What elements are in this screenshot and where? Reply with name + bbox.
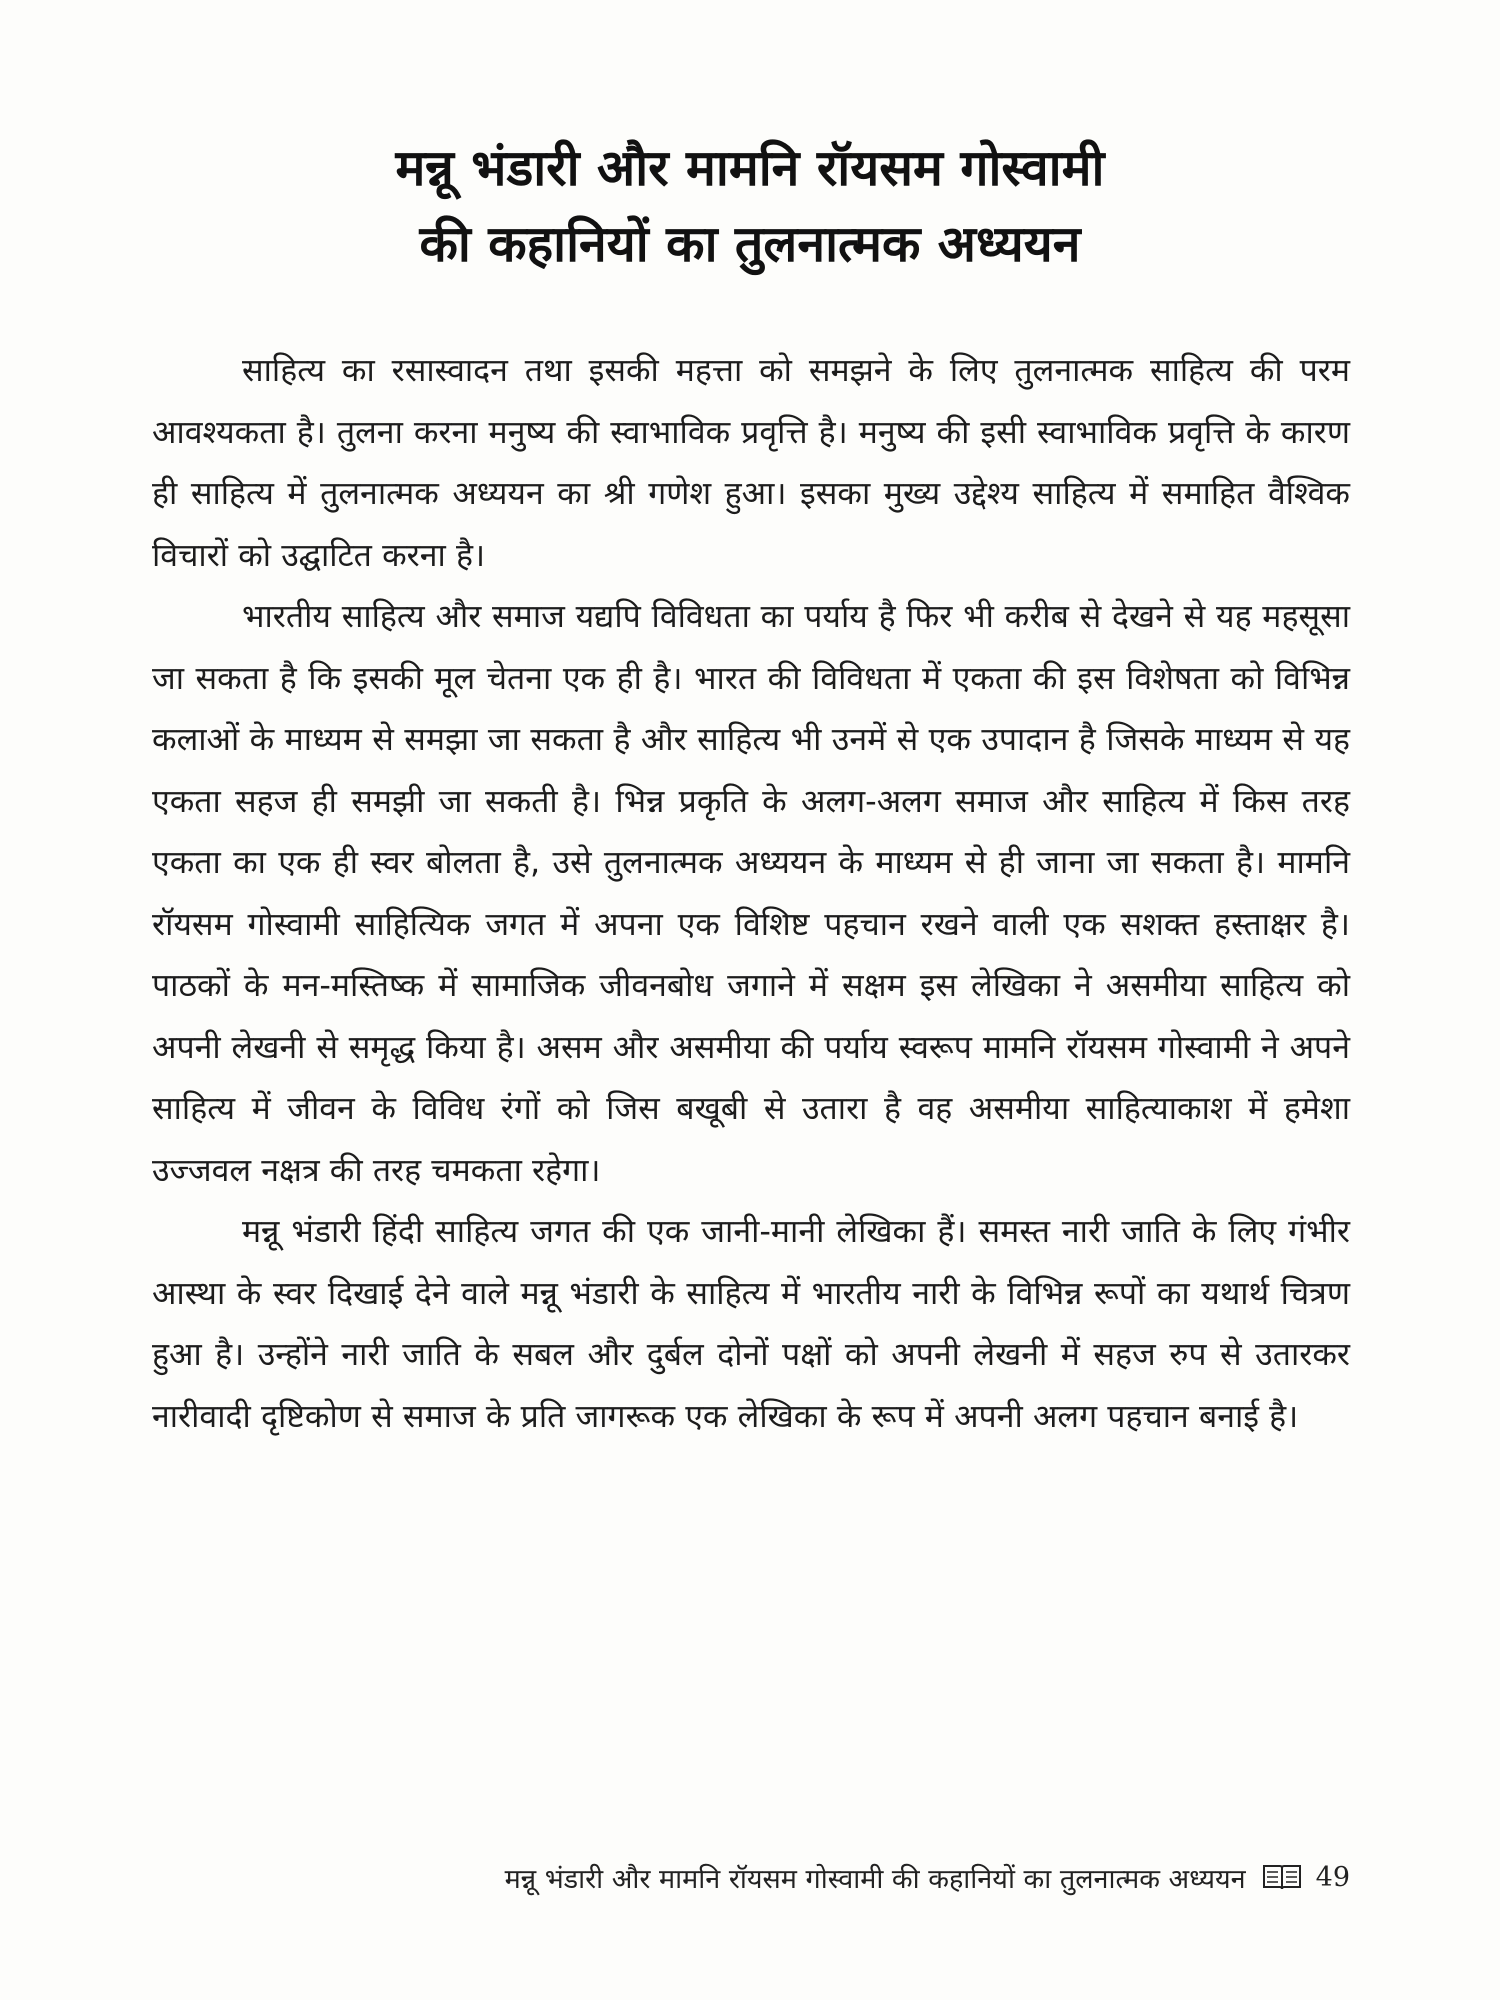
paragraph-2: भारतीय साहित्य और समाज यद्यपि विविधता का पर्याय है फिर भी करीब से देखने से यह महसूसा जा सकता है कि इसकी मूल चेतना एक ही है। भारत की विविधता में एकता की इस विशेषता को विभिन्न कलाओं के माध्यम से समझा जा सकता है और साहित्य भी उनमें से एक उपादान है जिसके माध्यम से यह एकता सहज ही समझी जा सकती है। भिन्न प्रकृति के अलग-अलग समाज और साहित्य में किस तरह एकता का एक ही स्वर बोलता है, उसे तुलनात्मक अध्ययन के माध्यम से ही जाना जा सकता है। मामनि रॉयसम गोस्वामी साहित्यिक जगत में अपना एक विशिष्ट पहचान रखने वाली एक सशक्त हस्ताक्षर है। पाठकों के मन-मस्तिष्क में सामाजिक जीवनबोध जगाने में सक्षम इस लेखिका ने असमीया साहित्य को अपनी लेखनी से समृद्ध किया है। असम और असमीया की पर्याय स्वरूप मामनि रॉयसम गोस्वामी ने अपने साहित्य में जीवन के विविध रंगों को जिस बखूबी से उतारा है वह असमीया साहित्याकाश में हमेशा उज्जवल नक्षत्र की तरह चमकता रहेगा। xyxy=(152,597,1350,1189)
paragraph-1: साहित्य का रसास्वादन तथा इसकी महत्ता को समझने के लिए तुलनात्मक साहित्य की परम आवश्यकता है। तुलना करना मनुष्य की स्वाभाविक प्रवृत्ति है। मनुष्य की इसी स्वाभाविक प्रवृत्ति के कारण ही साहित्य में तुलनात्मक अध्ययन का श्री गणेश हुआ। इसका मुख्य उद्देश्य साहित्य में समाहित वैश्विक विचारों को उद्घाटित करना है। xyxy=(152,351,1350,574)
chapter-title xyxy=(150,130,1350,282)
chapter-title-line-2: की कहानियों का तुलनात्मक अध्ययन xyxy=(419,215,1081,273)
running-title: मन्नू भंडारी और मामनि रॉयसम गोस्वामी की कहानियों का तुलनात्मक अध्ययन xyxy=(504,1863,1246,1895)
open-book-icon xyxy=(1262,1862,1302,1892)
chapter-title-line-1: मन्नू भंडारी और मामनि रॉयसम गोस्वामी xyxy=(395,139,1105,197)
body-text xyxy=(152,340,1350,1447)
paragraph-3: मन्नू भंडारी हिंदी साहित्य जगत की एक जानी-मानी लेखिका हैं। समस्त नारी जाति के लिए गंभीर आस्था के स्वर दिखाई देने वाले मन्नू भंडारी के साहित्य में भारतीय नारी के विभिन्न रूपों का यथार्थ चित्रण हुआ है। उन्होंने नारी जाति के सबल और दुर्बल दोनों पक्षों को अपनी लेखनी में सहज रुप से उतारकर नारीवादी दृष्टिकोण से समाज के प्रति जागरूक एक लेखिका के रूप में अपनी अलग पहचान बनाई है। xyxy=(152,1212,1350,1435)
page-number: 49 xyxy=(1315,1861,1350,1893)
running-footer xyxy=(150,1855,1350,1899)
